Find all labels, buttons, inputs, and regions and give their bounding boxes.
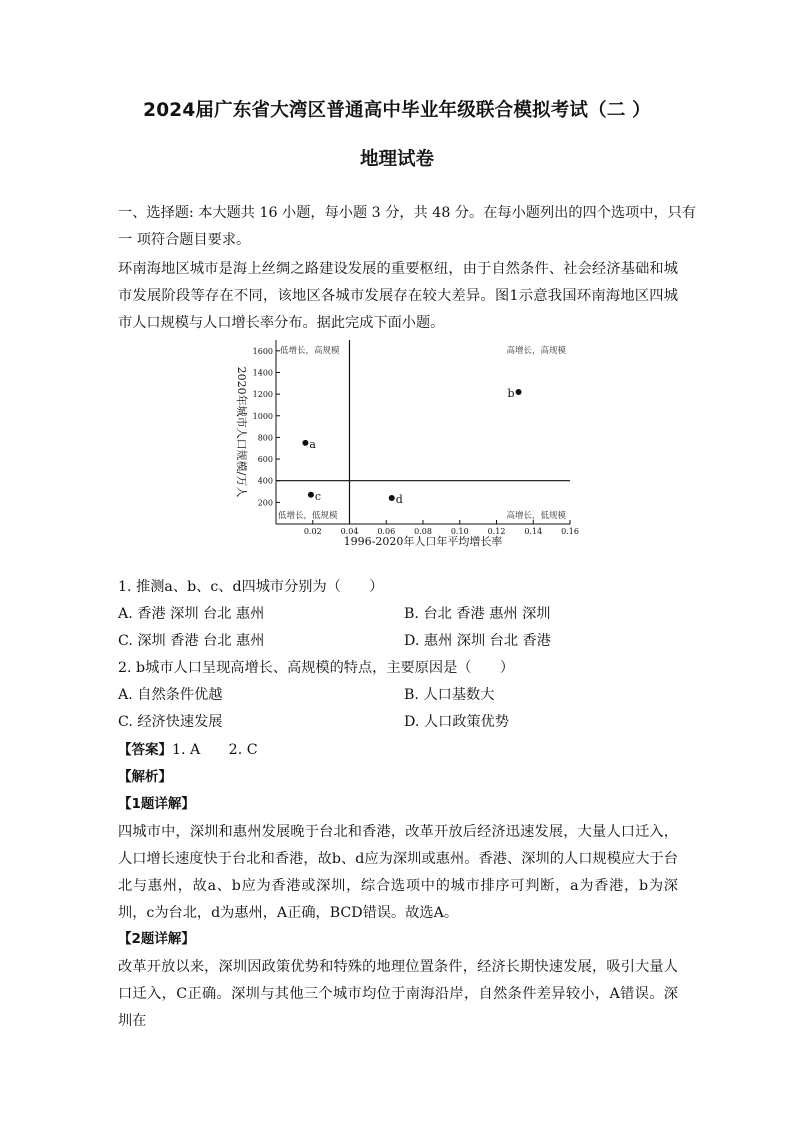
passage-text: 环南海地区城市是海上丝绸之路建设发展的重要枢纽，由于自然条件、社会经济基础和城市发展阶段等存在不同，该地区各城市发展存在较大差异。图1示意我国环南海地区四城市人口规模与人口增长率分布。据此完成下面小题。 — [118, 261, 678, 331]
point-c — [308, 492, 314, 498]
quadrant-label-bottom-left: 低增长，低规模 — [278, 511, 338, 521]
point-a — [302, 440, 308, 446]
exam-subtitle: 地理试卷 — [359, 149, 434, 170]
answer-text: 1. A 2. C — [172, 742, 258, 758]
point-d — [389, 495, 395, 501]
y-tick-label: 1000 — [252, 411, 273, 421]
question-1-option-b[interactable]: B. 台北 香港 惠州 深圳 — [404, 606, 551, 622]
q2-analysis-label: 【2题详解】 — [118, 931, 195, 947]
exam-title: 2024届广东省大湾区普通高中毕业年级联合模拟考试（二 ） — [143, 100, 651, 121]
point-label-a: a — [309, 437, 316, 451]
data-point-group — [302, 387, 521, 506]
x-tick-label: 0.10 — [450, 527, 469, 536]
x-tick-label: 0.12 — [487, 527, 506, 536]
x-tick-label: 0.06 — [377, 527, 396, 536]
point-label-d: d — [395, 493, 403, 507]
x-tick-label: 0.16 — [561, 527, 579, 536]
x-tick-label: 0.14 — [524, 527, 543, 536]
y-tick-label: 1600 — [252, 346, 273, 356]
quadrant-label-bottom-right: 高增长，低规模 — [506, 511, 566, 521]
point-label-c: c — [314, 489, 322, 503]
y-tick-label: 800 — [257, 433, 273, 443]
q1-analysis-label: 【1题详解】 — [118, 796, 195, 812]
x-tick-label: 0.04 — [340, 527, 359, 536]
y-tick-label: 1400 — [252, 368, 273, 378]
section-instruction-line1: 一、选择题: 本大题共 16 小题，每小题 3 分，共 48 分。在每小题列出的四个选项中，只有 — [118, 205, 697, 221]
question-2-option-b[interactable]: B. 人口基数大 — [404, 687, 495, 703]
q2-analysis-text: 改革开放以来，深圳因政策优势和特殊的地理位置条件，经济长期快速发展，吸引大量人口迁入，C正确。深圳与其他三个城市均位于南海沿岸，自然条件差异较小，A错误。深圳在 — [118, 959, 678, 1029]
y-axis-label: 2020年城市人口规模/万人 — [235, 366, 248, 498]
y-tick-label: 400 — [257, 476, 273, 486]
x-tick-label: 0.08 — [414, 527, 432, 536]
question-1-option-d[interactable]: D. 惠州 深圳 台北 香港 — [404, 633, 551, 649]
q1-analysis-text: 四城市中，深圳和惠州发展晚于台北和香港，改革开放后经济迅速发展，大量人口迁入，人口增长速度快于台北和香港，故b、d应为深圳或惠州。香港、深圳的人口规模应大于台北与惠州，故a、b应为香港或深圳，综合选项中的城市排序可判断，a为香港，b为深圳，c为台北，d为惠州，A正确，BCD错误。故选A。 — [118, 824, 678, 921]
x-tick-group — [304, 520, 579, 536]
quadrant-label-top-right: 高增长，高规模 — [506, 346, 566, 356]
x-axis-label: 1996-2020年人口年平均增长率 — [343, 535, 503, 548]
y-tick-label: 1200 — [252, 390, 273, 400]
question-2-option-a[interactable]: A. 自然条件优越 — [118, 687, 223, 703]
x-tick-label: 0.02 — [303, 527, 322, 536]
question-1-option-c[interactable]: C. 深圳 香港 台北 惠州 — [118, 633, 265, 649]
point-b — [516, 389, 522, 395]
question-2-option-c[interactable]: C. 经济快速发展 — [118, 714, 223, 730]
y-tick-label: 600 — [257, 455, 273, 465]
question-2-stem: 2. b城市人口呈现高增长、高规模的特点，主要原因是（ ） — [118, 660, 515, 676]
section-instruction-line2: 一 项符合题目要求。 — [118, 232, 251, 248]
question-1-option-a[interactable]: A. 香港 深圳 台北 惠州 — [118, 606, 265, 622]
answer-label: 【答案】 — [118, 742, 172, 758]
population-scatter-chart — [224, 336, 594, 548]
quadrant-label-top-left: 低增长，高规模 — [280, 346, 340, 356]
question-1-stem: 1. 推测a、b、c、d四城市分别为（ ） — [118, 579, 384, 595]
point-label-b: b — [507, 386, 515, 400]
answer-row — [118, 738, 258, 759]
y-tick-label: 200 — [257, 498, 273, 508]
analysis-label: 【解析】 — [118, 769, 172, 785]
question-2-option-d[interactable]: D. 人口政策优势 — [404, 714, 510, 730]
